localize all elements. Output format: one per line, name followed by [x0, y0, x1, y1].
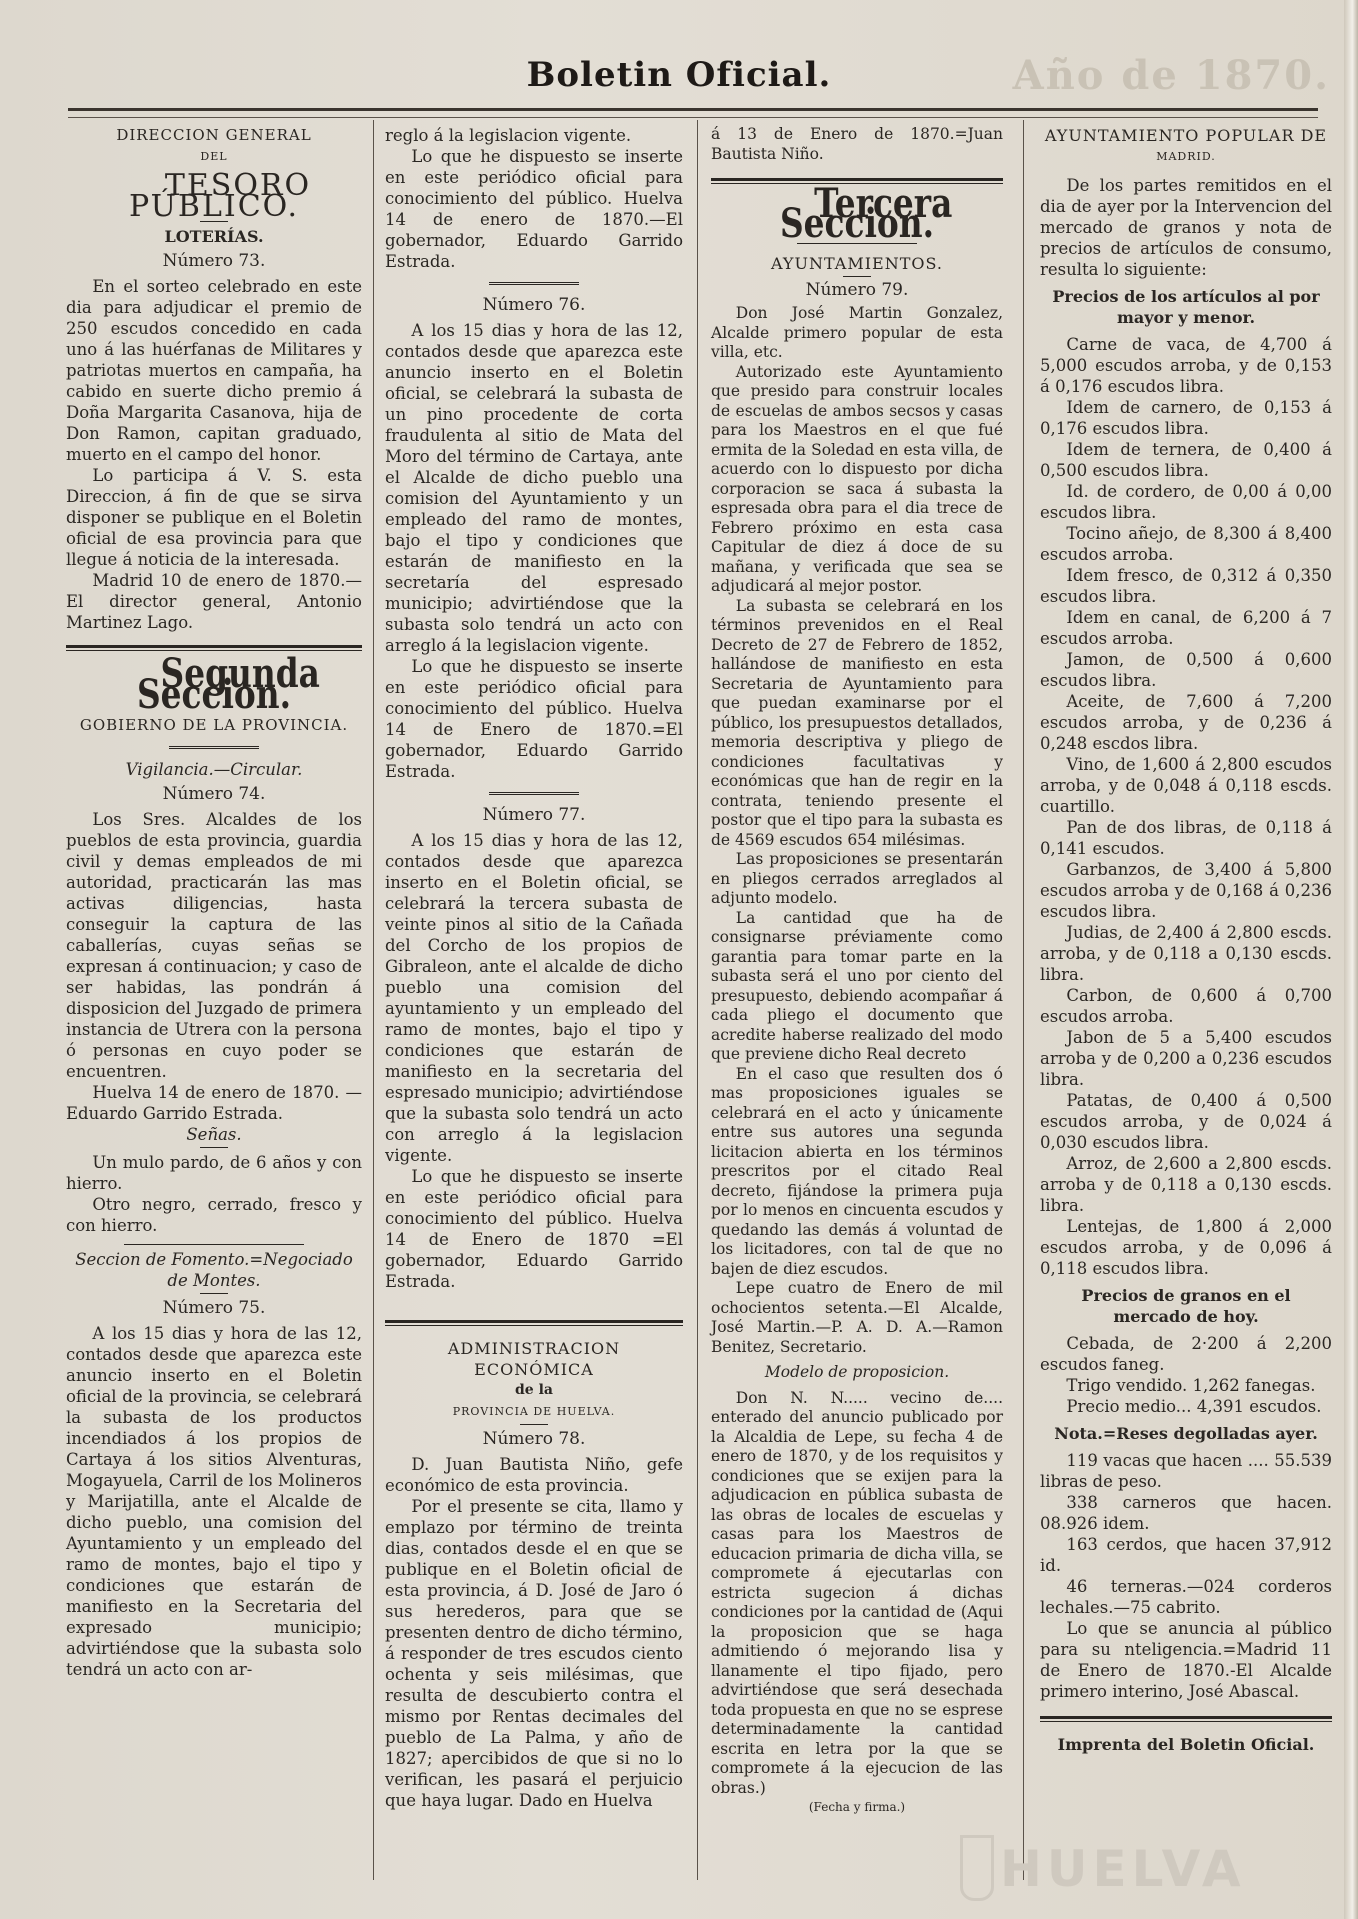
number-77: Número 77. — [482, 805, 586, 825]
list-item: Patatas, de 0,400 á 0,500 escudos arroba, y de 0,024 á 0,030 escudos libra. — [1040, 1091, 1332, 1152]
list-item: Cebada, de 2·200 á 2,200 escudos faneg. — [1040, 1334, 1332, 1374]
paragraph: En el caso que resulten dos ó mas proposiciones iguales se celebrará en el acto y únicamente entre sus autores una segunda licitacion abierta en los términos prescritos por el citado Real decreto, fijándose la primera puja por lo menos en cincuenta escudos y quedando las demás á voluntad de los licitadores, con tal de que no bajen de diez escudos. — [711, 1064, 1003, 1278]
paragraph: Autorizado este Ayuntamiento que presido para construir locales de escuelas de ambos secsos y casas para los Maestros en el que fué ermita de la Soledad en esta villa, de acuerdo con lo dispuesto por dicha corporacion se saca á subasta la espresada obra para el dia trece de Febrero próximo en esta casa Capitular de diez á doce de su mañana, y verificada que sea se adjudicará al mejor postor. — [711, 362, 1003, 595]
segunda-seccion-title: Segunda Seccion. — [136, 650, 320, 718]
divider — [169, 746, 259, 749]
page-edge — [1344, 0, 1358, 1919]
dept-heading: DIRECCION GENERAL — [116, 126, 312, 144]
paragraph: Don N. N..... vecino de.... enterado del anuncio publicado por la Alcaldia de Lepe, su fecha 4 de enero de 1870, y de los requisitos y condiciones que se exijen para la adjudicacion en pública subasta de las obras de locales de escuelas y casas para los Maestros de educacion primaria de dicha villa, se compromete á ejecutarlas con estricta sugecion á dichas condiciones por la cantidad de (Aqui la proposicion que se haga admitiendo ó mejorando lisa y llanamente el tipo fijado, pero advirtiéndose que será desechada toda propuesta en que no se esprese determinadamente la cantidad escrita en letra por la que se compromete á la ejecucion de las obras.) — [711, 1388, 1003, 1797]
ayuntamiento-heading: AYUNTAMIENTO POPULAR DE — [1044, 126, 1328, 145]
list-item: Carbon, de 0,600 á 0,700 escudos arroba. — [1040, 986, 1332, 1026]
masthead-year: Año de 1870. — [1012, 52, 1330, 99]
list-item: 119 vacas que hacen .... 55.539 libras de peso. — [1040, 1451, 1332, 1491]
list-item: Judias, de 2,400 á 2,800 escds. arroba, y de 0,118 a 0,130 escds. libra. — [1040, 923, 1332, 984]
fomento-heading: Seccion de Fomento.=Negociado de Montes. — [75, 1250, 353, 1290]
paragraph: Lo que he dispuesto se inserte en este periódico oficial para conocimiento del público. Huelva 14 de enero de 1870.—El gobernador, Eduardo Garrido Estrada. — [385, 147, 683, 271]
paragraph: Los Sres. Alcaldes de los pueblos de esta provincia, guardia civil y demas empleados de mi autoridad, practicarán las mas activas diligencias, hasta conseguir la captura de las caballerías, cuyas señas se expresan á continuacion; y caso de ser habidas, las pondrán á disposicion del Juzgado de primera instancia de Utrera con la persona ó personas en cuyo poder se encuentren. — [66, 810, 362, 1081]
paragraph: Lo participa á V. S. esta Direccion, á fin de que se sirva disponer se publique en el Boletin oficial de esa provincia para que llegue á noticia de la interesada. — [66, 466, 362, 569]
section-rule — [385, 1320, 683, 1326]
modelo-heading: Modelo de proposicion. — [764, 1363, 950, 1381]
list-item: Pan de dos libras, de 0,118 á 0,141 escudos. — [1040, 818, 1332, 858]
paragraph: En el sorteo celebrado en este dia para adjudicar el premio de 250 escudos concedido en cada uno á las huérfanas de Militares y patriotas muertos en campaña, ha cabido en suerte dicho premio á Doña Margarita Casanova, hija de Don Ramon, capitan graduado, muerto en el campo del honor. — [66, 277, 362, 464]
paragraph: á 13 de Enero de 1870.=Juan Bautista Niño. — [711, 125, 1003, 163]
list-item: 163 cerdos, que hacen 37,912 id. — [1040, 1535, 1332, 1575]
paragraph: Otro negro, cerrado, fresco y con hierro. — [66, 1195, 362, 1235]
paragraph: La cantidad que ha de consignarse préviamente como garantia para tomar parte en la subasta será el uno por ciento del presupuesto, debiendo acompañar á cada pliego el documento que acredite haberse realizado del modo que previene dicho Real decreto — [711, 908, 1003, 1063]
price-list — [1040, 334, 1332, 1279]
column-divider — [1023, 120, 1024, 1880]
list-item: Precio medio... 4,391 escudos. — [1066, 1397, 1322, 1416]
paragraph: A los 15 dias y hora de las 12, contados desde que aparezca inserto en el Boletin oficial, se celebrará la tercera subasta de veinte pinos al sitio de la Cañada del Corcho de los propios de Gibraleon, ante el alcalde de dicho pueblo una comision del ayuntamiento y un empleado del ramo de montes, bajo el tipo y condiciones que estarán de manifiesto en la secretaria del espresado municipio; advirtiéndose que la subasta solo tendrá un acto con arreglo á la legislacion vigente. — [385, 831, 683, 1165]
gobierno-heading: GOBIERNO DE LA PROVINCIA. — [79, 716, 349, 734]
list-item: Jamon, de 0,500 á 0,600 escudos libra. — [1040, 650, 1332, 690]
paragraph: Las proposiciones se presentarán en pliegos cerrados arreglados al adjunto modelo. — [711, 850, 1003, 907]
imprenta-footer: Imprenta del Boletin Oficial. — [1057, 1735, 1315, 1754]
paragraph: Lo que he dispuesto se inserte en este periódico oficial para conocimiento del público. Huelva 14 de Enero de 1870.=El gobernador, Eduardo Garrido Estrada. — [385, 657, 683, 781]
ayuntamientos-heading: AYUNTAMIENTOS. — [771, 254, 943, 273]
list-item: Idem de ternera, de 0,400 á 0,500 escudos libra. — [1040, 440, 1332, 480]
column-4 — [1040, 125, 1332, 1755]
list-item: Jabon de 5 a 5,400 escudos arroba y de 0,200 a 0,236 escudos libra. — [1040, 1028, 1332, 1089]
number-78: Número 78. — [482, 1429, 586, 1449]
paragraph: A los 15 dias y hora de las 12, contados desde que aparezca este anuncio inserto en el Boletin oficial de la provincia, se celebrará la subasta de los productos incendiados á los propios de Cartaya á los sitios Alventuras, Mogayuela, Carril de los Molineros y Marijatilla, ante el Alcalde de dicho pueblo, una comision del Ayuntamiento y un empleado del ramo de montes, bajo el tipo y condiciones que estarán de manifiesto en la Secretaria del expresado municipio; advirtiéndose que la subasta solo tendrá un acto con ar- — [66, 1324, 362, 1679]
paragraph: Madrid 10 de enero de 1870.—El director general, Antonio Martinez Lago. — [66, 571, 362, 632]
masthead-rule — [68, 108, 1318, 118]
list-item: Tocino añejo, de 8,300 á 8,400 escudos arroba. — [1040, 524, 1332, 564]
paragraph: Huelva 14 de enero de 1870. —Eduardo Garrido Estrada. — [66, 1083, 362, 1123]
divider — [124, 1244, 304, 1245]
ayuntamiento-madrid: MADRID. — [1156, 150, 1216, 163]
senas-heading: Señas. — [186, 1125, 242, 1144]
list-item: Arroz, de 2,600 a 2,800 escds. arroba y de 0,118 a 0,130 escds. libra. — [1040, 1154, 1332, 1215]
admin-de-la: de la — [515, 1382, 553, 1398]
fecha-firma: (Fecha y firma.) — [808, 1800, 906, 1814]
divider — [489, 792, 579, 795]
paragraph: Lepe cuatro de Enero de mil ochocientos setenta.—El Alcalde, José Martin.—P. A. D. A.—Ramon Benitez, Secretario. — [711, 1279, 1003, 1356]
number-75: Número 75. — [162, 1298, 266, 1318]
paragraph: Don José Martin Gonzalez, Alcalde primero popular de esta villa, etc. — [711, 304, 1003, 361]
paragraph: De los partes remitidos en el dia de ayer por la Intervencion del mercado de granos y nota de precios de artículos de consumo, resulta lo siguiente: — [1040, 176, 1332, 279]
dept-del: DEL — [200, 150, 228, 163]
number-74: Número 74. — [162, 784, 266, 804]
precios-heading: Precios de los artículos al por mayor y menor. — [1052, 287, 1320, 327]
tercera-seccion-title: Tercera Seccion. — [779, 180, 953, 247]
paragraph: Lo que se anuncia al público para su nteligencia.=Madrid 11 de Enero de 1870.-El Alcalde primero interino, José Abascal. — [1040, 1619, 1332, 1701]
list-item: Trigo vendido. 1,262 fanegas. — [1066, 1376, 1316, 1395]
paragraph: La subasta se celebrará en los términos prevenidos en el Real Decreto de 27 de Febrero de 1852, hallándose de manifiesto en esta Secretaria de Ayuntamiento para que puedan examinarse por el público, los presupuestos detallados, memoria descriptiva y pliego de condiciones facultativas y económicas que han de regir en la contrata, teniendo presente el postor que el tipo para la subasta es de 4569 escudos 654 milésimas. — [711, 596, 1003, 849]
number-79: Número 79. — [805, 279, 909, 300]
column-divider — [697, 120, 698, 1880]
number-76: Número 76. — [482, 295, 586, 315]
list-item: Id. de cordero, de 0,00 á 0,00 escudos libra. — [1040, 482, 1332, 522]
watermark-text: HUELVA — [1000, 1840, 1246, 1898]
masthead-title: Boletin Oficial. — [526, 55, 832, 95]
divider — [843, 276, 871, 277]
divider — [200, 1293, 228, 1294]
paragraph: reglo á la legislacion vigente. — [385, 126, 632, 145]
loterias-heading: LOTERÍAS. — [164, 227, 264, 246]
list-item: Idem fresco, de 0,312 á 0,350 escudos libra. — [1040, 566, 1332, 606]
vigilancia-heading: Vigilancia.—Circular. — [125, 760, 303, 779]
list-item: Idem en canal, de 6,200 á 7 escudos arroba. — [1040, 608, 1332, 648]
list-item: 46 terneras.—024 corderos lechales.—75 cabrito. — [1040, 1577, 1332, 1617]
paragraph: A los 15 dias y hora de las 12, contados desde que aparezca este anuncio inserto en el Boletin oficial, se celebrará la subasta de un pino procedente de corta fraudulenta al sitio de Mata del Moro del término de Cartaya, ante el Alcalde de dicho pueblo una comision del Ayuntamiento y un empleado del ramo de montes, bajo el tipo y condiciones que estarán de manifiesto en la secretaría del espresado municipio; advirtiéndose que la subasta solo tendrá un acto con arreglo á la legislacion vigente. — [385, 321, 683, 655]
paragraph: Por el presente se cita, llamo y emplazo por término de treinta dias, contados desde el en que se publique en el Boletin oficial de esta provincia, á D. José de Jaro ó sus herederos, para que se presenten dentro de dicho término, á responder de tres escudos ciento ochenta y seis milésimas, que resulta de descubierto contra el mismo por Rentas decimales del pueblo de La Palma, y año de 1827; apercibidos de que si no lo verifican, les pasará el perjuicio que haya lugar. Dado en Huelva — [385, 1497, 683, 1810]
admin-provincia: PROVINCIA DE HUELVA. — [452, 1405, 616, 1418]
list-item: Idem de carnero, de 0,153 á 0,176 escudos libra. — [1040, 398, 1332, 438]
divider — [520, 1424, 548, 1425]
watermark-shield-icon — [960, 1835, 994, 1901]
paragraph: Un mulo pardo, de 6 años y con hierro. — [66, 1153, 362, 1193]
column-2 — [385, 125, 683, 1811]
divider — [200, 1147, 228, 1148]
admin-heading: ADMINISTRACION ECONÓMICA — [447, 1339, 621, 1379]
list-item: Lentejas, de 1,800 á 2,000 escudos arroba, y de 0,096 á 0,118 escudos libra. — [1040, 1217, 1332, 1278]
paragraph: D. Juan Bautista Niño, gefe económico de esta provincia. — [385, 1455, 683, 1495]
divider — [489, 282, 579, 285]
column-divider — [373, 120, 374, 1880]
column-3 — [711, 125, 1003, 1818]
list-item: Vino, de 1,600 á 2,800 escudos arroba, y de 0,048 á 0,118 escds. cuartillo. — [1040, 755, 1332, 816]
list-item: Aceite, de 7,600 á 7,200 escudos arroba, y de 0,236 á 0,248 escdos libra. — [1040, 692, 1332, 753]
column-1 — [66, 125, 362, 1680]
reses-heading: Nota.=Reses degolladas ayer. — [1054, 1424, 1318, 1443]
paragraph: Lo que he dispuesto se inserte en este periódico oficial para conocimiento del público. Huelva 14 de Enero de 1870 =El gobernador, Eduardo Garrido Estrada. — [385, 1167, 683, 1291]
granos-heading: Precios de granos en el mercado de hoy. — [1081, 1286, 1291, 1326]
dept-title: TESORO PÚBLICO. — [128, 168, 312, 224]
list-item: Garbanzos, de 3,400 á 5,800 escudos arroba y de 0,168 á 0,236 escudos libra. — [1040, 860, 1332, 921]
number-73: Número 73. — [162, 251, 266, 271]
section-rule — [1040, 1716, 1332, 1722]
list-item: 338 carneros que hacen. 08.926 idem. — [1040, 1493, 1332, 1533]
list-item: Carne de vaca, de 4,700 á 5,000 escudos arroba, y de 0,153 á 0,176 escudos libra. — [1040, 335, 1332, 396]
